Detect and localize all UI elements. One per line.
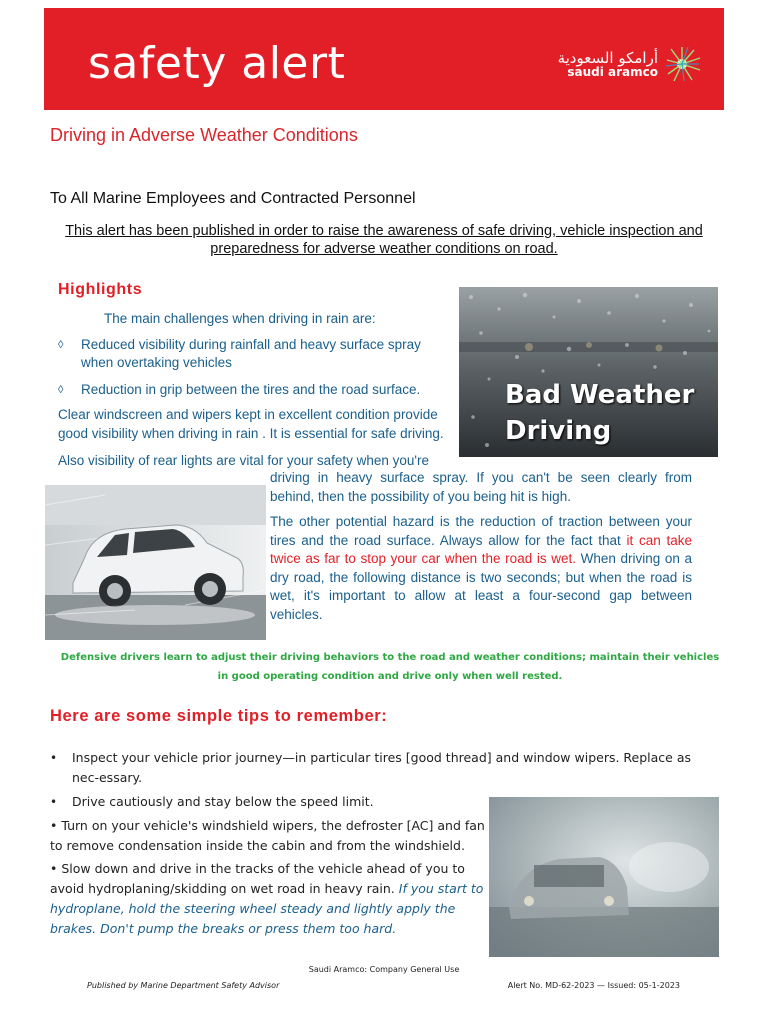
diamond-bullet-icon: ◊ xyxy=(58,339,64,351)
car-spray-photo xyxy=(45,485,266,640)
foggy-road-image xyxy=(489,797,719,957)
list-item: • Slow down and drive in the tracks of the vehicle ahead of you to avoid hydroplaning/skidding on wet road in heavy rain. If you start to hydroplane, hold the steering wheel steady and lightly apply the brakes. Don't pump the breaks or press them too hard. xyxy=(50,861,484,936)
foggy-traffic-photo xyxy=(489,797,719,957)
challenges-intro: The main challenges when driving in rain are: xyxy=(104,311,376,326)
traction-paragraph: The other potential hazard is the reduction of traction between your tires and the road surface. Always allow for the fact that it can take twice as far to stop your car when the road is wet. When driving on a dry road, the following distance is two seconds; but when the road is wet, it's important to allow at least a four-second gap between vehicles. xyxy=(270,514,693,622)
image-caption: Bad Weather Driving xyxy=(505,380,695,446)
logo-latin-text: saudi aramco xyxy=(567,64,658,79)
rear-lights-paragraph: driving in heavy surface spray. If you can't be seen clearly from behind, then the possibility of you being hit is high. xyxy=(270,470,692,504)
bad-weather-image xyxy=(459,287,718,457)
windscreen-paragraph: Clear windscreen and wipers kept in excellent condition provide good visibility when driving in rain . It is essential for safe driving. xyxy=(58,407,444,441)
tips-heading: Here are some simple tips to remember: xyxy=(50,707,388,725)
list-item: • Inspect your vehicle prior journey—in particular tires [good thread] and window wipers. Replace as nec-essary. xyxy=(50,750,692,785)
hydroplane-advice: If you start to hydroplane, hold the steering wheel steady and lightly apply the brakes. Don't pump the breaks or press them too hard. xyxy=(50,881,484,936)
list-item: • Turn on your vehicle's windshield wipers, the defroster [AC] and fan to remove condensation inside the cabin and from the windshield. xyxy=(50,818,485,853)
audience-line: To All Marine Employees and Contracted Personnel xyxy=(50,190,416,207)
classification-label: Saudi Aramco: Company General Use xyxy=(308,965,460,974)
alert-number: Alert No. MD-62-2023 — Issued: 05-1-2023 xyxy=(507,981,680,990)
logo-arabic-text: أرامكو السعودية xyxy=(557,48,658,67)
list-item: • Drive cautiously and stay below the speed limit. xyxy=(0,792,768,812)
header-banner xyxy=(44,8,724,110)
diamond-bullet-icon: ◊ xyxy=(58,384,64,396)
aramco-star-icon xyxy=(664,44,704,84)
stopping-distance-highlight: it can take twice as far to stop your car when the road is wet. xyxy=(270,532,692,566)
highlights-heading: Highlights xyxy=(58,281,143,298)
rear-lights-lead: Also visibility of rear lights are vital for your safety when you're xyxy=(58,453,429,468)
publisher-line: Published by Marine Department Safety Advisor xyxy=(87,981,280,990)
bullet-icon: • xyxy=(50,751,58,765)
banner-title: safety alert xyxy=(88,38,346,89)
car-in-rain-image xyxy=(45,485,266,640)
alert-subject: Driving in Adverse Weather Conditions xyxy=(50,125,358,145)
defensive-driving-quote: Defensive drivers learn to adjust their driving behaviors to the road and weather conditions; maintain their vehicles in good operating condition and drive only when well rested. xyxy=(60,652,720,682)
company-logo xyxy=(558,44,704,84)
intro-statement: This alert has been published in order to raise the awareness of safe driving, vehicle inspection and preparedness for adverse weather conditions on road. xyxy=(65,223,703,257)
bullet-icon: • xyxy=(50,795,58,809)
